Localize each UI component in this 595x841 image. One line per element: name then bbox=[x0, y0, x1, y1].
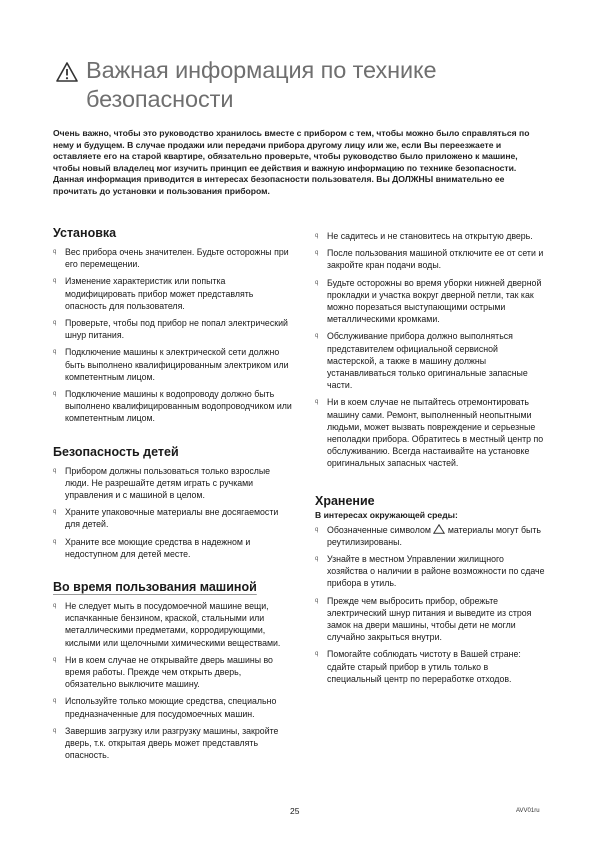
right-top-list bbox=[315, 230, 545, 470]
bullet-icon: q bbox=[53, 509, 57, 516]
section-title-during-use: Во время пользования машиной bbox=[53, 580, 257, 595]
bullet-icon: q bbox=[53, 349, 57, 356]
bullet-icon: q bbox=[315, 651, 319, 658]
bullet-icon: q bbox=[53, 727, 57, 734]
intro-paragraph-1: Очень важно, чтобы это руководство хранилось вместе с прибором с тем, чтобы можно было справляться по нему и будущем. В случае продажи или передачи прибора другому лицу или же, если Вы переезжаете и оставляете его на старой квартире, обязательно проверьте, чтобы руководство было приложено к машине, чтобы новый владелец мог изучить принцип ее действия и важную информацию по технике безопасности. bbox=[53, 128, 530, 173]
bullet-icon: q bbox=[53, 391, 57, 398]
list-item bbox=[53, 536, 293, 560]
list-item-text: Изменение характеристик или попытка модифицировать прибор может представлять опасность для пользователя. bbox=[65, 276, 254, 311]
list-item bbox=[315, 330, 545, 391]
bullet-icon: q bbox=[315, 399, 319, 406]
bullet-icon: q bbox=[315, 250, 319, 257]
bullet-icon: q bbox=[315, 233, 319, 239]
list-item bbox=[53, 465, 293, 502]
list-item-text: Прибором должны пользоваться только взрослые люди. Не разрешайте детям играть с ручками управления и с машиной в целом. bbox=[65, 465, 271, 501]
bullet-icon: q bbox=[315, 333, 319, 340]
bullet-icon: q bbox=[53, 538, 57, 545]
left-column bbox=[53, 226, 293, 767]
storage-list-rest bbox=[315, 553, 545, 685]
list-item bbox=[53, 725, 293, 762]
list-item bbox=[315, 595, 545, 644]
bullet-icon: q bbox=[53, 467, 57, 474]
bullet-icon: q bbox=[315, 597, 319, 604]
list-item-text: Завершив загрузку или разгрузку машины, закройте дверь, т.к. открытая дверь может представлять опасность. bbox=[65, 725, 279, 761]
list-item-text: Храните все моющие средства в надежном и недоступном для детей месте. bbox=[65, 536, 251, 559]
section-storage bbox=[315, 494, 545, 685]
list-item bbox=[53, 654, 293, 691]
list-item bbox=[315, 277, 545, 326]
list-item bbox=[53, 695, 293, 719]
list-item-text: Проверьте, чтобы под прибор не попал электрический шнур питания. bbox=[65, 318, 288, 341]
page-title-line1: Важная информация по технике bbox=[86, 57, 437, 83]
bullet-icon: q bbox=[53, 320, 57, 327]
right-column bbox=[315, 231, 545, 690]
section-title-storage: Хранение bbox=[315, 493, 375, 508]
child-safety-list bbox=[53, 465, 293, 560]
bullet-icon: q bbox=[53, 698, 57, 705]
bullet-icon: q bbox=[53, 603, 57, 610]
list-item bbox=[53, 246, 293, 270]
list-item-text: Узнайте в местном Управлении жилищного хозяйства о наличии в районе возможности по сдаче прибора в утиль. bbox=[327, 554, 545, 589]
list-item-text: Ни в коем случае не пытайтесь отремонтировать машину сами. Ремонт, выполненный неопытными людьми, может вызвать повреждение и серьезные неполадки прибора. Обратитесь в местный центр по обслуживанию. Всегда настаивайте на установке оригинальных запасных частей. bbox=[327, 397, 544, 469]
section-during-use bbox=[53, 580, 293, 761]
bullet-icon: q bbox=[315, 556, 319, 563]
page-number: 25 bbox=[290, 806, 300, 816]
storage-subtitle: В интересах окружающей среды: bbox=[315, 509, 458, 520]
list-item bbox=[53, 346, 293, 383]
storage-item1-after: материалы могут быть реутилизированы. bbox=[327, 524, 541, 547]
page-title bbox=[86, 56, 496, 114]
installation-list bbox=[53, 246, 293, 425]
list-item-text: Не садитесь и не становитесь на открытую дверь. bbox=[327, 231, 533, 241]
list-item bbox=[53, 506, 293, 530]
list-item bbox=[315, 396, 545, 469]
list-item-text: Вес прибора очень значителен. Будьте осторожны при его перемещении. bbox=[65, 247, 289, 270]
list-item-text: Помогайте соблюдать чистоту в Вашей стране: сдайте старый прибор в утиль только в специальный центр по переработке отходов. bbox=[327, 649, 521, 684]
list-item-text: Храните упаковочные материалы вне досягаемости для детей. bbox=[65, 507, 279, 530]
list-item bbox=[315, 524, 545, 548]
during-use-list bbox=[53, 600, 293, 761]
section-installation bbox=[53, 226, 293, 425]
intro-text bbox=[53, 128, 543, 198]
storage-list bbox=[315, 524, 545, 548]
list-item-text: Подключение машины к водопроводу должно быть выполнено квалифицированным водопроводчиком или компетентным лицом. bbox=[65, 389, 292, 424]
page-title-block bbox=[56, 56, 496, 114]
list-item bbox=[315, 247, 545, 271]
list-item-text: Будьте осторожны во время уборки нижней дверной прокладки и участка вокруг дверной петли, так как можно порезаться выступающими острыми металлическими кромками. bbox=[327, 277, 542, 325]
warning-triangle-icon bbox=[433, 524, 445, 534]
bullet-icon: q bbox=[53, 278, 57, 285]
list-item-text: Используйте только моющие средства, специально предназначенные для посудомоечных машин. bbox=[65, 696, 277, 719]
bullet-icon: q bbox=[53, 249, 57, 255]
list-item bbox=[53, 600, 293, 649]
bullet-icon: q bbox=[315, 279, 319, 286]
list-item-text: Обслуживание прибора должно выполняться представителем официальной сервисной мастерской, а также в машину должны устанавливаться только оригинальные запасные части. bbox=[327, 331, 528, 391]
section-child-safety bbox=[53, 445, 293, 560]
list-item bbox=[315, 553, 545, 590]
list-item bbox=[53, 317, 293, 341]
list-item bbox=[315, 230, 545, 242]
bullet-icon: q bbox=[53, 656, 57, 663]
section-title-installation: Установка bbox=[53, 226, 117, 240]
list-item-text: Не следует мыть в посудомоечной машине вещи, испачканные бензином, краской, стальными или металлическими предметами, корродирующими, кислыми или щелочными химическими веществами. bbox=[65, 601, 281, 648]
section-title-child-safety: Безопасность детей bbox=[53, 444, 179, 459]
list-item bbox=[315, 648, 545, 685]
list-item-text: Ни в коем случае не открывайте дверь машины во время работы. Прежде чем открыть дверь, обязательно выключите машину. bbox=[65, 654, 273, 690]
list-item-text: Прежде чем выбросить прибор, обрежьте электрический шнур питания и выведите из строя замок на двери машины, чтобы дети не могли случайно закрыться внутри. bbox=[327, 595, 532, 643]
list-item-text: После пользования машиной отключите ее от сети и закройте кран подачи воды. bbox=[327, 248, 544, 271]
list-item bbox=[53, 388, 293, 425]
intro-paragraph-2: Данная информация приводится в интересах безопасности пользователя. Вы ДОЛЖНЫ внимательно ее прочитать до установки и пользования прибором. bbox=[53, 174, 505, 196]
warning-triangle-icon bbox=[56, 62, 78, 82]
page-title-line2: безопасности bbox=[86, 86, 234, 112]
list-item bbox=[53, 275, 293, 312]
storage-item1-before: Обозначенные символом bbox=[327, 524, 431, 535]
list-item-text: Подключение машины к электрической сети должно быть выполнено квалифицированным электриком или компетентным лицом. bbox=[65, 347, 289, 382]
bullet-icon: q bbox=[315, 526, 319, 533]
document-code: AVV01ru bbox=[516, 808, 540, 814]
